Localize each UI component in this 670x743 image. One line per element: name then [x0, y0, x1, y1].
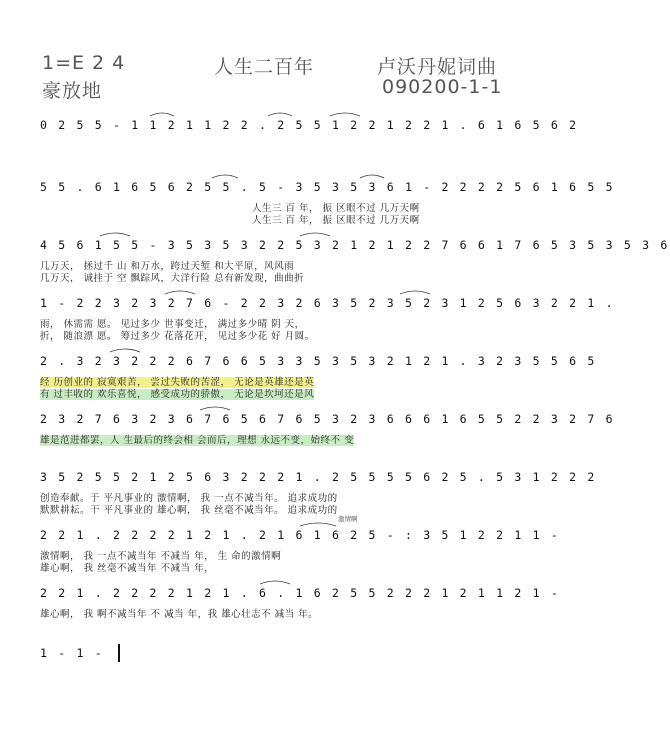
lyrics-verse-1: 雨， 休需需 愿。 见过多少 世事变迁， 满过多少晴 阴 天，: [40, 319, 305, 330]
notation-line: 2 3 2 7 6 3 2 3 6 7 6 5 6 7 6 5 3 2 3 6 6 6 1 6 5 5 2 2 3 2 7 6: [40, 412, 615, 426]
slur: [400, 291, 430, 294]
key-signature: 1=E 2 4: [42, 52, 126, 74]
slur: [360, 175, 384, 178]
lyrics-verse-1: 创造奉献。于 平凡事业的 激情啊， 我 一点不减当年。 追求成功的: [40, 493, 338, 504]
notation-line: 2 2 1 . 2 2 2 2 1 2 1 . 2 1 6 1 6 2 5 - : 3 5 1 2 2 1 1 -: [40, 528, 561, 542]
lyric-seg: 有 过丰收的 欢乐喜悦， 感受成功的骄傲， 无论是坎坷还是风: [40, 389, 315, 400]
notation-line: 1 - 1 -: [40, 646, 104, 660]
slur: [200, 407, 230, 410]
final-barline: [118, 644, 120, 662]
notation-line: 2 . 3 2 3 2 2 2 6 7 6 6 5 3 3 5 3 5 3 2 1 2 1 . 3 2 3 5 5 6 5: [40, 354, 597, 368]
slur: [330, 113, 360, 116]
lyric-seg: 经 历创业的 寂寞艰苦， 尝过失败的苦涩， 无论是英雄还是英: [40, 377, 315, 388]
slur: [300, 523, 336, 526]
notation-line: 4 5 6 1 5 5 - 3 5 3 5 3 2 2 5 3 2 1 2 1 2 2 7 6 6 1 7 6 5 3 5 3 5 3 6: [40, 238, 670, 252]
slur: [150, 113, 174, 116]
small-annotation: 激情啊: [338, 515, 358, 523]
lyrics-verse-2: [40, 386, 314, 400]
slur: [300, 233, 330, 236]
notation-line: 0 2 5 5 - 1 1 2 1 1 2 2 . 2 5 5 1 2 2 1 2 2 1 . 6 1 6 5 6 2: [40, 118, 579, 132]
credits: 卢沃丹妮词曲: [377, 56, 498, 78]
transcriber: 豪放地: [42, 80, 103, 102]
notation-line: 2 2 1 . 2 2 2 2 1 2 1 . 6 . 1 6 2 5 5 2 2 2 1 2 1 1 2 1 -: [40, 586, 561, 600]
slur: [212, 175, 238, 178]
lyrics-verse-1: 几万天， 拯过千 山 和万水，跨过天堑 和大平原，风风雨: [40, 261, 295, 272]
lyrics-verse-1: 激情啊， 我 一点不减当年 不减当 年， 生 命的激情啊: [40, 551, 282, 562]
lyrics-verse-2: 雄心啊， 我 丝毫不减当年 不减当 年，: [40, 563, 215, 574]
lyrics-verse-1: [40, 432, 354, 446]
lyrics-verse-1: 人生三 百 年， 振 区眼不过 几万天啊: [252, 203, 420, 214]
score-number: 090200-1-1: [382, 76, 503, 98]
notation-line: 5 5 . 6 1 6 5 6 2 5 5 . 5 - 3 5 3 5 3 6 1 - 2 2 2 2 5 6 1 6 5 5: [40, 180, 615, 194]
slur: [260, 581, 290, 584]
lyrics-verse-1: 雄心啊， 我 啊不减当年 不 减当 年，我 雄心壮志不 减当 年。: [40, 609, 319, 620]
lyrics-verse-2: 默默耕耘。干 平凡事业的 雄心啊， 我 丝毫不减当年。 追求成功的: [40, 505, 338, 516]
notation-line: 1 - 2 2 3 2 3 2 7 6 - 2 2 3 2 6 3 5 2 3 5 2 3 1 2 5 6 3 2 2 1 .: [40, 296, 615, 310]
slur: [268, 113, 292, 116]
lyrics-verse-2: 几万天， 诚挂于 空 飘踪风，大洋行险 总有新发现，曲曲折: [40, 273, 305, 284]
lyrics-verse-2: 人生三 百 年， 振 区眼不过 几万天啊: [252, 215, 420, 226]
slur: [100, 233, 130, 236]
song-title: 人生二百年: [214, 56, 315, 78]
lyric-seg: 雄是范进都罢，人 生最后的终会相 会而后，理想 永远不变，始终不 变: [40, 435, 355, 446]
slur: [110, 349, 140, 352]
slur: [165, 291, 195, 294]
lyrics-verse-2: 折， 随浪漂 愿。 筹过多少 花落花开， 见过多少花 好 月圆。: [40, 331, 315, 342]
notation-line: 3 5 2 5 5 2 1 2 5 6 3 2 2 2 1 . 2 5 5 5 5 6 2 5 . 5 3 1 2 2 2: [40, 470, 597, 484]
